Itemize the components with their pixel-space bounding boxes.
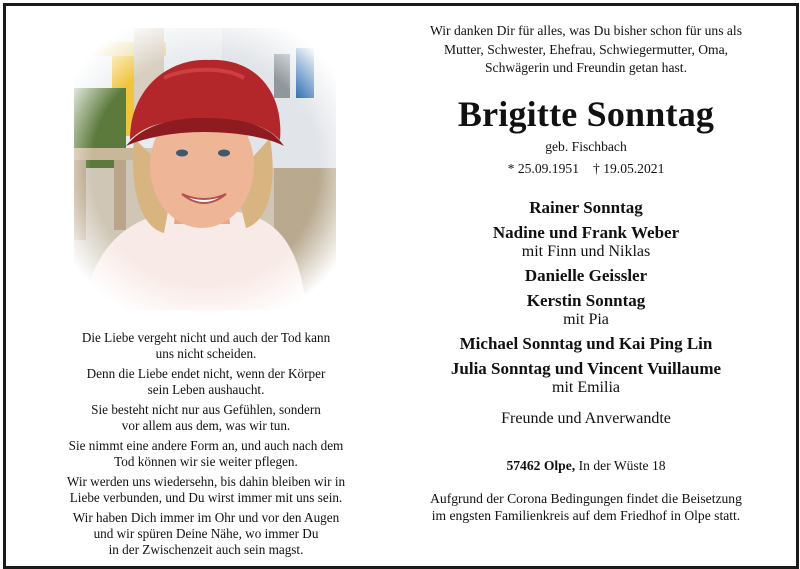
- poem-line: vor allem aus dem, was wir tun.: [121, 417, 291, 433]
- portrait-photo: [74, 28, 336, 310]
- poem-line: Denn die Liebe endet nicht, wenn der Körper: [86, 366, 326, 382]
- poem-line: Wir werden uns wiedersehn, bis dahin bleiben wir in: [66, 474, 346, 490]
- poem-line: uns nicht scheiden.: [155, 345, 257, 361]
- poem-line: in der Zwischenzeit auch sein magst.: [108, 542, 304, 558]
- poem-stanza: [46, 474, 366, 506]
- birth-date: * 25.09.1951: [507, 160, 579, 176]
- mourner-entry: [396, 222, 776, 261]
- mourner-names: Danielle Geissler: [524, 265, 648, 285]
- mourners-list: [396, 197, 776, 397]
- poem-line: Wir haben Dich immer im Ohr und vor den Augen: [72, 510, 340, 526]
- deceased-name: Brigitte Sonntag: [457, 93, 715, 134]
- poem-stanza: [46, 330, 366, 362]
- mourner-entry: [396, 197, 776, 218]
- poem-line: Die Liebe vergeht nicht und auch der Tod kann: [81, 330, 331, 345]
- mourning-address: [396, 457, 776, 474]
- poem-stanza: [46, 402, 366, 434]
- mourner-children: mit Pia: [563, 310, 609, 328]
- mourner-names: Rainer Sonntag: [529, 197, 643, 217]
- address-street: In der Wüste 18: [578, 457, 666, 473]
- thanks-line: Mutter, Schwester, Ehefrau, Schwiegermutter, Oma,: [443, 41, 729, 57]
- obituary-card: [3, 3, 799, 569]
- notice-line: Aufgrund der Corona Bedingungen findet die Beisetzung: [430, 490, 742, 506]
- poem-stanza: [46, 366, 366, 398]
- mourner-entry: [396, 290, 776, 329]
- mourner-entry: [396, 265, 776, 286]
- mourner-names: Michael Sonntag und Kai Ping Lin: [459, 333, 713, 353]
- poem-stanza: [46, 510, 366, 557]
- address-postal-city: 57462 Olpe,: [506, 457, 576, 473]
- mourner-children: mit Emilia: [552, 378, 620, 396]
- thanks-text: [396, 22, 776, 78]
- burial-notice: [396, 490, 776, 525]
- memorial-poem: [46, 330, 366, 562]
- poem-stanza: [46, 438, 366, 470]
- mourner-children: mit Finn und Niklas: [521, 242, 651, 260]
- thanks-line: Wir danken Dir für alles, was Du bisher schon für uns als: [429, 23, 743, 38]
- birth-name: geb. Fischbach: [545, 138, 627, 154]
- mourner-names: Kerstin Sonntag: [526, 290, 646, 310]
- mourner-entry: [396, 333, 776, 354]
- poem-line: Sie besteht nicht nur aus Gefühlen, sondern: [91, 402, 321, 418]
- mourner-names: Julia Sonntag und Vincent Vuillaume: [450, 358, 722, 378]
- poem-line: sein Leben aushaucht.: [147, 381, 265, 397]
- poem-line: Tod können wir sie weiter pflegen.: [114, 454, 298, 470]
- poem-line: und wir spüren Deine Nähe, wo immer Du: [93, 526, 319, 542]
- announcement-column: [396, 22, 776, 525]
- poem-line: Liebe verbunden, und Du wirst immer mit uns sein.: [69, 490, 343, 506]
- death-date: † 19.05.2021: [593, 160, 665, 176]
- mourner-entry: [396, 358, 776, 397]
- thanks-line: Schwägerin und Freundin getan hast.: [485, 60, 687, 75]
- mourner-names: Nadine und Frank Weber: [492, 222, 680, 242]
- poem-line: Sie nimmt eine andere Form an, und auch nach dem: [68, 438, 344, 454]
- friends-relatives: Freunde und Anverwandte: [501, 409, 671, 427]
- notice-line: im engsten Familienkreis auf dem Friedhof in Olpe statt.: [431, 508, 741, 523]
- life-dates: [396, 160, 776, 177]
